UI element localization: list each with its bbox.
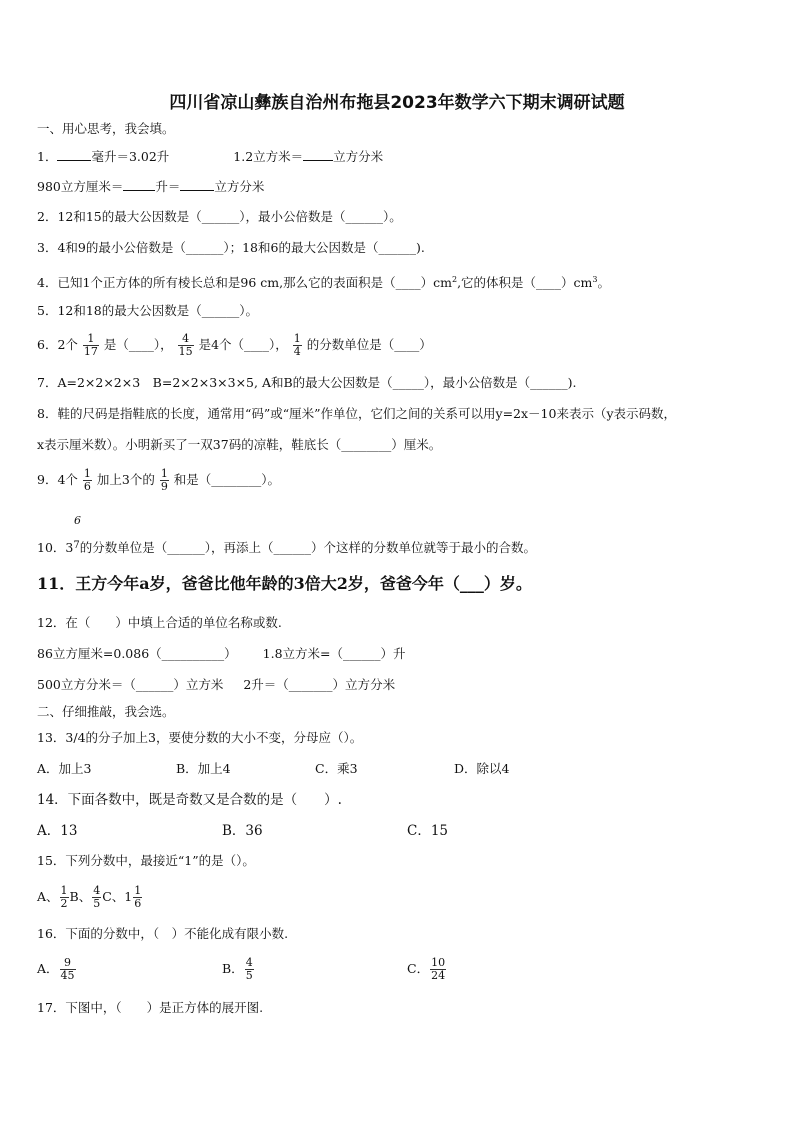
option-b[interactable]: B．加上4 — [176, 761, 231, 776]
option-a[interactable]: A．13 — [37, 823, 78, 839]
fraction: $\frac{1}{9}$ — [160, 467, 168, 493]
option-c[interactable]: C． $\frac{10}{24}$ — [407, 956, 446, 982]
option-a[interactable]: A． $\frac{9}{45}$ — [37, 956, 75, 982]
question-6: 6．2个 $\frac{1}{17}$ 是（____）， $\frac{4}{15}$ 是4个（____）， $\frac{1}{4}$ 的分数单位是（____） — [37, 332, 432, 358]
question-1: 1． 毫升＝3.02升 1.2立方米＝ 立方分米 — [37, 149, 384, 164]
question-10: 10．$3^7$的分数单位是（______），再添上（______）个这样的分数单位就等于最小的合数。 — [37, 540, 536, 555]
option-b[interactable]: B． $\frac{4}{5}$ — [222, 956, 253, 982]
question-7: 7．A=2×2×2×3 B=2×2×3×3×5, A和B的最大公因数是（_____），最小公倍数是（______). — [37, 375, 577, 390]
option-c[interactable]: C．15 — [407, 823, 449, 839]
question-1-part2: 980立方厘米＝ 升＝ 立方分米 — [37, 179, 265, 194]
question-12: 12．在（ ）中填上合适的单位名称或数. — [37, 615, 282, 630]
question-13: 13．3/4的分子加上3，要使分数的大小不变，分母应（）。 — [37, 730, 363, 745]
question-4: 4．已知1个正方体的所有棱长总和是96 cm,那么它的表面积是$(\_\_\_\_)cm^2$,它的体积是$(\_\_\_\_)cm^3$。 — [37, 275, 610, 291]
question-16: 16．下面的分数中，（ ）不能化成有限小数. — [37, 926, 289, 941]
question-17: 17．下图中，（ ）是正方体的展开图. — [37, 1000, 264, 1015]
question-9: 9．4个 $\frac{1}{6}$ 加上3个的 $\frac{1}{9}$ 和是（________）。 — [37, 467, 281, 493]
question-12-row1: 86立方厘米=0.086（__________） 1.8立方米=（______）升 — [37, 646, 406, 661]
option-d[interactable]: D．除以4 — [454, 761, 510, 776]
question-5: 5．12和18的最大公因数是（______）。 — [37, 303, 259, 318]
question-16-options — [37, 952, 447, 986]
question-2: 2．12和15的最大公因数是（______），最小公倍数是（______）。 — [37, 209, 402, 224]
option-c[interactable]: C．乘3 — [315, 761, 358, 776]
question-14-options — [37, 823, 448, 839]
page-title: 四川省凉山彝族自治州布拖县2023年数学六下期末调研试题 — [169, 93, 625, 113]
fraction: $\frac{4}{15}$ — [178, 332, 193, 358]
fraction: $\frac{1}{17}$ — [83, 332, 98, 358]
question-11: 11．王方今年a岁，爸爸比他年龄的3倍大2岁，爸爸今年（___）岁。 — [37, 574, 532, 593]
question-14: 14．下面各数中，既是奇数又是合数的是（ ）. — [37, 792, 342, 808]
section-heading-2: 二、仔细推敲，我会选。 — [37, 704, 175, 719]
option-b[interactable]: B．36 — [222, 823, 263, 839]
option-a[interactable]: A．加上3 — [37, 761, 92, 776]
section-heading-1: 一、用心思考，我会填。 — [37, 121, 175, 136]
question-13-options — [37, 761, 509, 777]
question-8-line1: 8．鞋的尺码是指鞋底的长度，通常用“码”或“厘米”作单位，它们之间的关系可以用y=2x－10来表示（y表示码数， — [37, 406, 677, 421]
question-12-row2: 500立方分米＝（______）立方米 2升＝（_______）立方分米 — [37, 677, 396, 692]
question-15: 15．下列分数中，最接近“1”的是（）。 — [37, 853, 255, 868]
fraction: $\frac{1}{4}$ — [293, 332, 301, 358]
fraction: $\frac{1}{6}$ — [83, 467, 91, 493]
question-3: 3．4和9的最小公倍数是（______）；18和6的最大公因数是（______). — [37, 240, 425, 255]
mixed-number-numerator: 6 — [74, 514, 81, 527]
question-15-options: A、 $\frac{1}{2}$ B、 $\frac{4}{5}$ C、1 $\frac{1}{6}$ — [37, 884, 142, 910]
question-8-line2: x表示厘米数）。小明新买了一双37码的凉鞋，鞋底长（________）厘米。 — [37, 437, 442, 452]
